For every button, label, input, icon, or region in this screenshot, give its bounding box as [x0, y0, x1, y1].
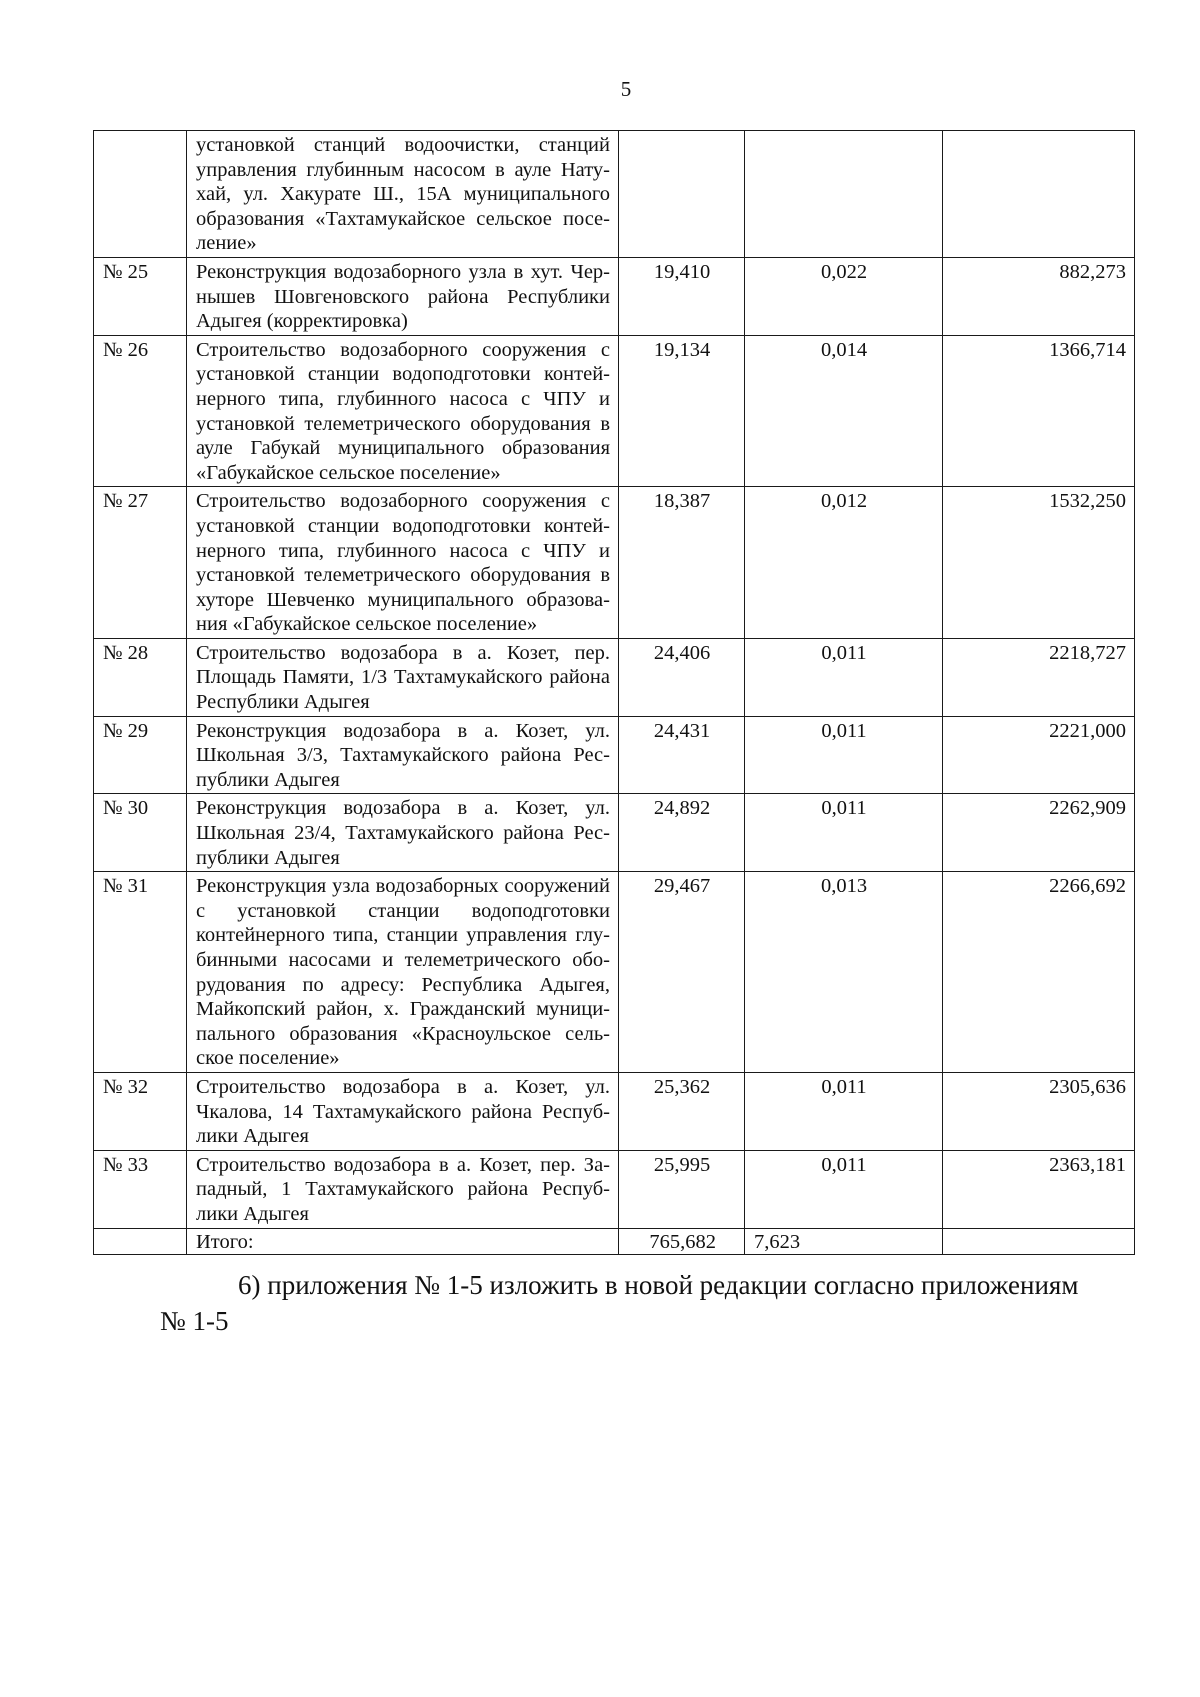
- value-unit-cost: 882,273: [943, 257, 1135, 335]
- row-number: [94, 131, 187, 258]
- value-capacity: 0,011: [745, 1072, 943, 1150]
- project-description: Строительство водозабора в а. Козет, пер. Площадь Памяти, 1/3 Тахтамукайского района Республики Адыгея: [187, 638, 619, 716]
- value-cost: 29,467: [619, 872, 745, 1073]
- total-label: Итого:: [187, 1228, 619, 1255]
- table-row: [94, 794, 1135, 872]
- value-capacity: 0,011: [745, 1150, 943, 1228]
- value-capacity: 0,014: [745, 335, 943, 487]
- total-row: [94, 1228, 1135, 1255]
- row-number: № 30: [94, 794, 187, 872]
- value-capacity: 0,022: [745, 257, 943, 335]
- value-unit-cost: 1366,714: [943, 335, 1135, 487]
- value-capacity: 0,011: [745, 794, 943, 872]
- project-description: Строительство водозабора в а. Козет, пер. Западный, 1 Тахтамукайского района Республики Адыгея: [187, 1150, 619, 1228]
- value-cost: 25,995: [619, 1150, 745, 1228]
- value-unit-cost: 2305,636: [943, 1072, 1135, 1150]
- value-capacity: 0,013: [745, 872, 943, 1073]
- value-cost: 24,892: [619, 794, 745, 872]
- value-cost: 19,134: [619, 335, 745, 487]
- table-row: [94, 131, 1135, 258]
- value-unit-cost: 2218,727: [943, 638, 1135, 716]
- table-row: [94, 1072, 1135, 1150]
- project-table: [93, 130, 1135, 1255]
- value-unit-cost: 2221,000: [943, 716, 1135, 794]
- project-description: Строительство водозабора в а. Козет, ул. Чкалова, 14 Тахтамукайского района Республики Адыгея: [187, 1072, 619, 1150]
- row-number: № 29: [94, 716, 187, 794]
- project-description: Строительство водозаборного сооружения с установкой станции водоподготовки контейнерного типа, глубинного насоса с ЧПУ и установкой телеметрического оборудования в хуторе Шевченко муниципального образования «Габукайское сельское поселение»: [187, 487, 619, 639]
- row-number: № 25: [94, 257, 187, 335]
- value-cost: 24,406: [619, 638, 745, 716]
- value-unit-cost: 2363,181: [943, 1150, 1135, 1228]
- table-row: [94, 257, 1135, 335]
- value-cost: [619, 131, 745, 258]
- total-empty-cell: [94, 1228, 187, 1255]
- project-description: Строительство водозаборного сооружения с установкой станции водоподготовки контейнерного типа, глубинного насоса с ЧПУ и установкой телеметрического оборудования в ауле Габукай муниципального образования «Габукайское сельское поселение»: [187, 335, 619, 487]
- row-number: № 31: [94, 872, 187, 1073]
- row-number: № 27: [94, 487, 187, 639]
- table-row: [94, 335, 1135, 487]
- table-body: [94, 131, 1135, 1255]
- value-cost: 18,387: [619, 487, 745, 639]
- project-description: Реконструкция водозаборного узла в хут. Чернышев Шовгеновского района Республики Адыгея (корректировка): [187, 257, 619, 335]
- table-row: [94, 487, 1135, 639]
- value-cost: 25,362: [619, 1072, 745, 1150]
- row-number: № 26: [94, 335, 187, 487]
- project-description: Реконструкция водозабора в а. Козет, ул. Школьная 3/3, Тахтамукайского района Республики Адыгея: [187, 716, 619, 794]
- row-number: № 33: [94, 1150, 187, 1228]
- row-number: № 32: [94, 1072, 187, 1150]
- project-description: Реконструкция водозабора в а. Козет, ул. Школьная 23/4, Тахтамукайского района Республики Адыгея: [187, 794, 619, 872]
- amendment-paragraph: 6) приложения № 1-5 изложить в новой редакции согласно приложениям № 1-5: [160, 1270, 1079, 1336]
- project-description: установкой станций водоочистки, станций управления глубинным насосом в ауле Натухай, ул. Хакурате Ш., 15А муниципального образования «Тахтамукайское сельское поселение»: [187, 131, 619, 258]
- value-unit-cost: [943, 131, 1135, 258]
- value-cost: 19,410: [619, 257, 745, 335]
- table-row: [94, 872, 1135, 1073]
- total-value-cost: 765,682: [619, 1228, 745, 1255]
- row-number: № 28: [94, 638, 187, 716]
- value-capacity: 0,012: [745, 487, 943, 639]
- value-unit-cost: 1532,250: [943, 487, 1135, 639]
- value-unit-cost: 2262,909: [943, 794, 1135, 872]
- total-value-unit-cost: [943, 1228, 1135, 1255]
- page-number: 5: [620, 77, 632, 101]
- table-row: [94, 716, 1135, 794]
- value-capacity: [745, 131, 943, 258]
- project-description: Реконструкция узла водозаборных сооружений с установкой станции водоподготовки контейнерного типа, станции управления глубинными насосами и телеметрического оборудования по адресу: Республика Адыгея, Майкопский район, х. Гражданский муниципального образования «Красноульское сельское поселение»: [187, 872, 619, 1073]
- value-capacity: 0,011: [745, 638, 943, 716]
- table-row: [94, 638, 1135, 716]
- table-row: [94, 1150, 1135, 1228]
- value-unit-cost: 2266,692: [943, 872, 1135, 1073]
- total-value-capacity: 7,623: [745, 1228, 943, 1255]
- value-cost: 24,431: [619, 716, 745, 794]
- value-capacity: 0,011: [745, 716, 943, 794]
